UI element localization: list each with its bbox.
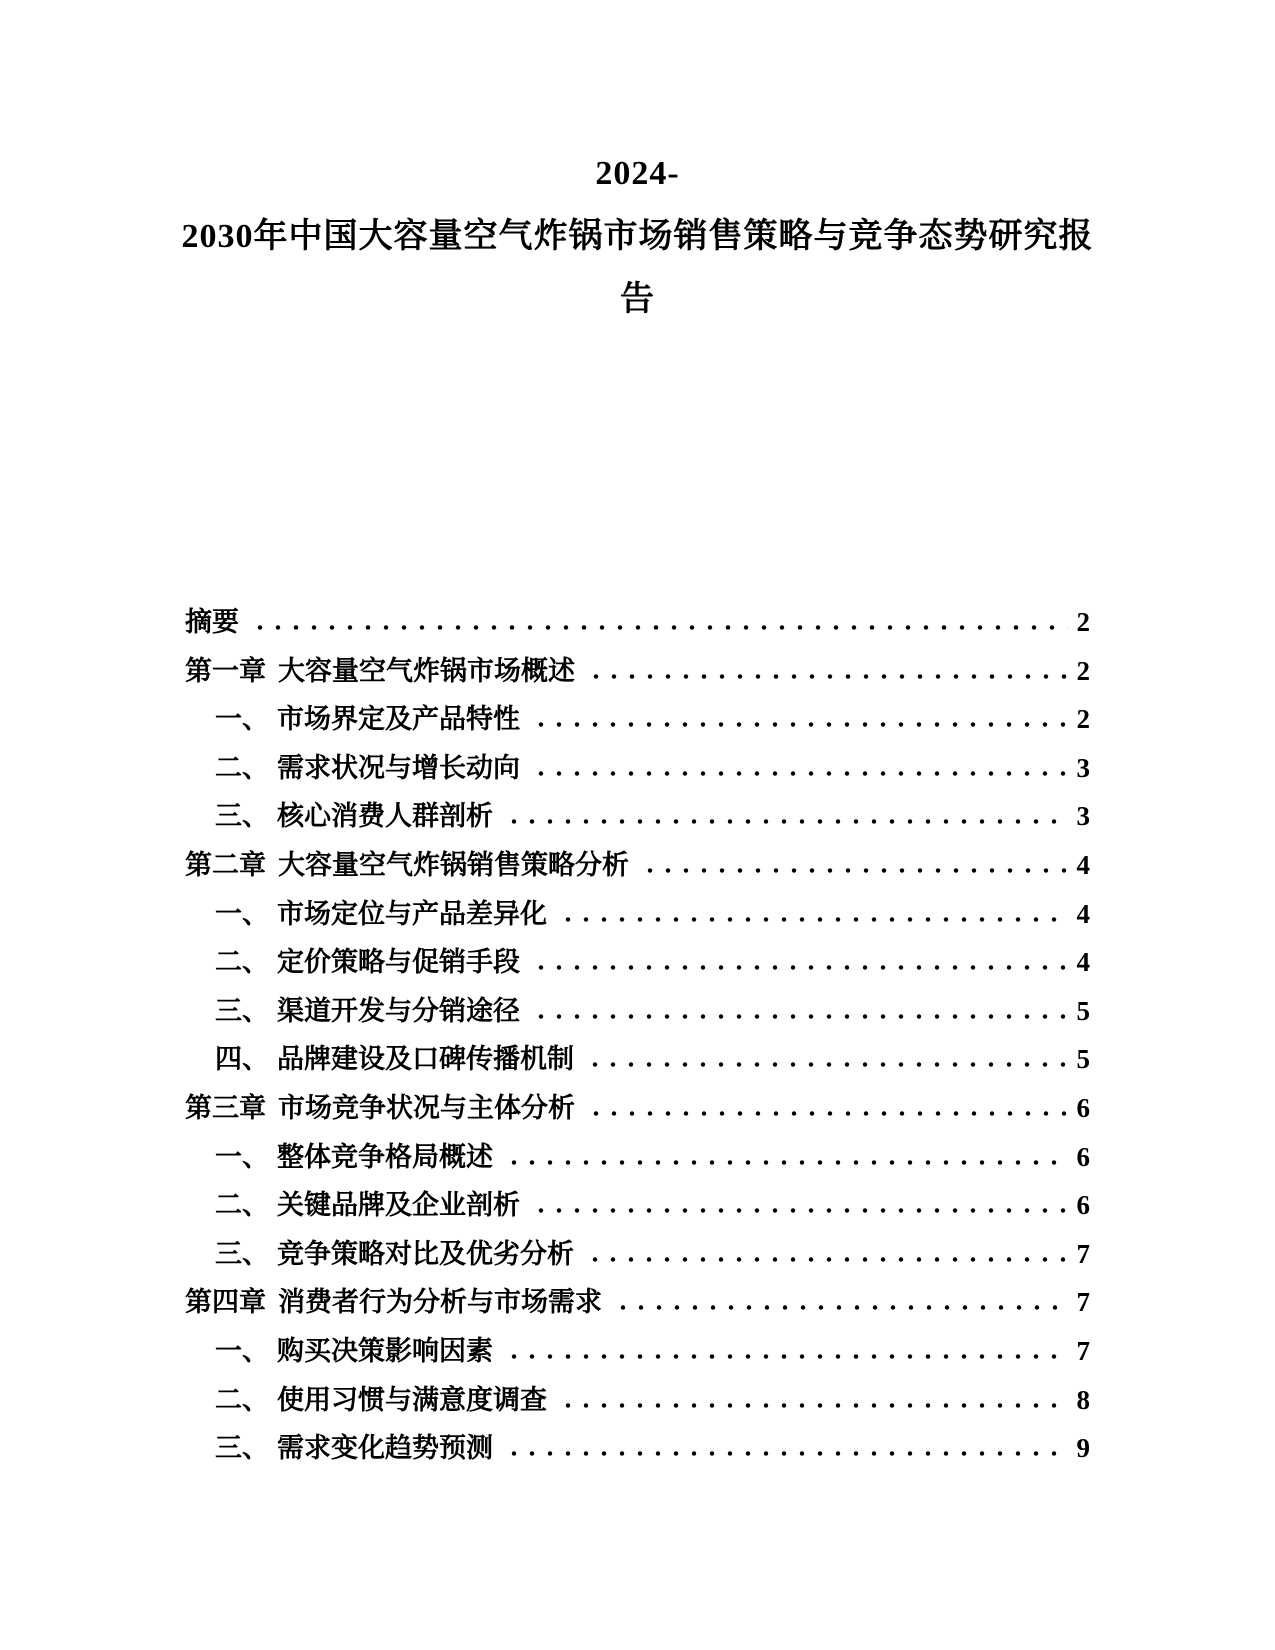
dot-leader xyxy=(532,1013,1068,1020)
dot-leader xyxy=(532,770,1068,777)
toc-row[interactable] xyxy=(185,695,1090,744)
toc-page-number: 6 xyxy=(1076,1092,1090,1123)
toc-entry-label: 消费者行为分析与市场需求 xyxy=(278,1287,602,1318)
toc-page-number: 2 xyxy=(1076,655,1090,686)
toc-entry-number: 第三章 xyxy=(185,1092,266,1123)
toc-page-number: 8 xyxy=(1076,1384,1090,1415)
toc-page-number: 7 xyxy=(1076,1335,1090,1366)
toc-entry-label: 市场竞争状况与主体分析 xyxy=(278,1092,575,1123)
dot-leader xyxy=(505,1450,1068,1457)
toc-entry-number: 第一章 xyxy=(185,655,266,686)
toc-page-number: 4 xyxy=(1076,947,1090,978)
toc-row[interactable] xyxy=(185,598,1090,647)
dot-leader xyxy=(587,1110,1068,1117)
toc-page-number: 2 xyxy=(1076,607,1090,637)
toc-entry-number: 第四章 xyxy=(185,1287,266,1318)
toc-page-number: 3 xyxy=(1076,801,1090,832)
toc-entry-label: 使用习惯与满意度调查 xyxy=(277,1384,547,1415)
toc-entry-label: 大容量空气炸锅销售策略分析 xyxy=(278,849,629,880)
toc-row[interactable] xyxy=(185,987,1090,1036)
dot-leader xyxy=(586,1256,1068,1263)
toc-row[interactable] xyxy=(185,647,1090,696)
toc-row[interactable] xyxy=(185,841,1090,890)
toc-entry-label: 核心消费人群剖析 xyxy=(277,801,493,832)
toc-page-number: 9 xyxy=(1076,1433,1090,1464)
toc-page-number: 7 xyxy=(1076,1287,1090,1318)
dot-leader xyxy=(559,1402,1068,1409)
toc-entry-number: 二、 xyxy=(215,752,269,783)
toc-entry-number: 第二章 xyxy=(185,849,266,880)
toc-entry-label: 关键品牌及企业剖析 xyxy=(277,1190,520,1221)
toc-entry-label: 购买决策影响因素 xyxy=(277,1335,493,1366)
toc-row[interactable] xyxy=(185,1035,1090,1084)
toc-entry-label: 定价策略与促销手段 xyxy=(277,947,520,978)
dot-leader xyxy=(532,964,1068,971)
toc-entry-number: 三、 xyxy=(215,1238,269,1269)
toc-entry-number: 一、 xyxy=(215,898,269,929)
dot-leader xyxy=(505,1159,1068,1166)
toc-row[interactable] xyxy=(185,938,1090,987)
dot-leader xyxy=(614,1304,1068,1311)
toc-page-number: 4 xyxy=(1076,849,1090,880)
report-title-line-2: 2030年中国大容量空气炸锅市场销售策略与竞争态势研究报 xyxy=(181,218,1094,255)
toc-entry-number: 四、 xyxy=(215,1044,269,1075)
table-of-contents xyxy=(185,598,1090,1473)
toc-entry-number: 一、 xyxy=(215,704,269,735)
report-title-line-1: 2024- xyxy=(595,155,680,192)
dot-leader xyxy=(532,721,1068,728)
toc-row[interactable] xyxy=(185,744,1090,793)
toc-page-number: 4 xyxy=(1076,898,1090,929)
toc-entry-label: 摘要 xyxy=(185,607,239,637)
dot-leader xyxy=(559,916,1068,923)
toc-row[interactable] xyxy=(185,792,1090,841)
report-title-line-3: 告 xyxy=(620,281,655,318)
toc-entry-label: 竞争策略对比及优劣分析 xyxy=(277,1238,574,1269)
toc-entry-number: 二、 xyxy=(215,947,269,978)
toc-page-number: 3 xyxy=(1076,752,1090,783)
toc-page-number: 5 xyxy=(1076,995,1090,1026)
toc-page-number: 6 xyxy=(1076,1141,1090,1172)
toc-row[interactable] xyxy=(185,1327,1090,1376)
toc-row[interactable] xyxy=(185,1181,1090,1230)
toc-entry-number: 二、 xyxy=(215,1190,269,1221)
report-title xyxy=(178,142,1098,331)
toc-row[interactable] xyxy=(185,1230,1090,1279)
toc-page-number: 7 xyxy=(1076,1238,1090,1269)
toc-entry-label: 渠道开发与分销途径 xyxy=(277,995,520,1026)
dot-leader xyxy=(586,1061,1068,1068)
dot-leader xyxy=(505,1353,1068,1360)
toc-row[interactable] xyxy=(185,890,1090,939)
toc-page-number: 6 xyxy=(1076,1190,1090,1221)
dot-leader xyxy=(505,818,1068,825)
dot-leader xyxy=(532,1207,1068,1214)
dot-leader xyxy=(641,867,1068,874)
toc-row[interactable] xyxy=(185,1424,1090,1473)
toc-entry-number: 二、 xyxy=(215,1384,269,1415)
toc-entry-number: 三、 xyxy=(215,995,269,1026)
toc-entry-label: 市场界定及产品特性 xyxy=(277,704,520,735)
toc-entry-label: 整体竞争格局概述 xyxy=(277,1141,493,1172)
toc-row[interactable] xyxy=(185,1084,1090,1133)
toc-row[interactable] xyxy=(185,1133,1090,1182)
toc-entry-number: 一、 xyxy=(215,1141,269,1172)
toc-entry-label: 品牌建设及口碑传播机制 xyxy=(277,1044,574,1075)
toc-entry-number: 三、 xyxy=(215,1433,269,1464)
toc-entry-label: 需求变化趋势预测 xyxy=(277,1433,493,1464)
toc-entry-number: 三、 xyxy=(215,801,269,832)
toc-row[interactable] xyxy=(185,1376,1090,1425)
toc-row[interactable] xyxy=(185,1278,1090,1327)
toc-page-number: 5 xyxy=(1076,1044,1090,1075)
dot-leader xyxy=(587,673,1068,680)
toc-page-number: 2 xyxy=(1076,704,1090,735)
toc-entry-label: 大容量空气炸锅市场概述 xyxy=(278,655,575,686)
toc-entry-label: 需求状况与增长动向 xyxy=(277,752,520,783)
toc-entry-number: 一、 xyxy=(215,1335,269,1366)
dot-leader xyxy=(251,624,1068,631)
toc-entry-label: 市场定位与产品差异化 xyxy=(277,898,547,929)
